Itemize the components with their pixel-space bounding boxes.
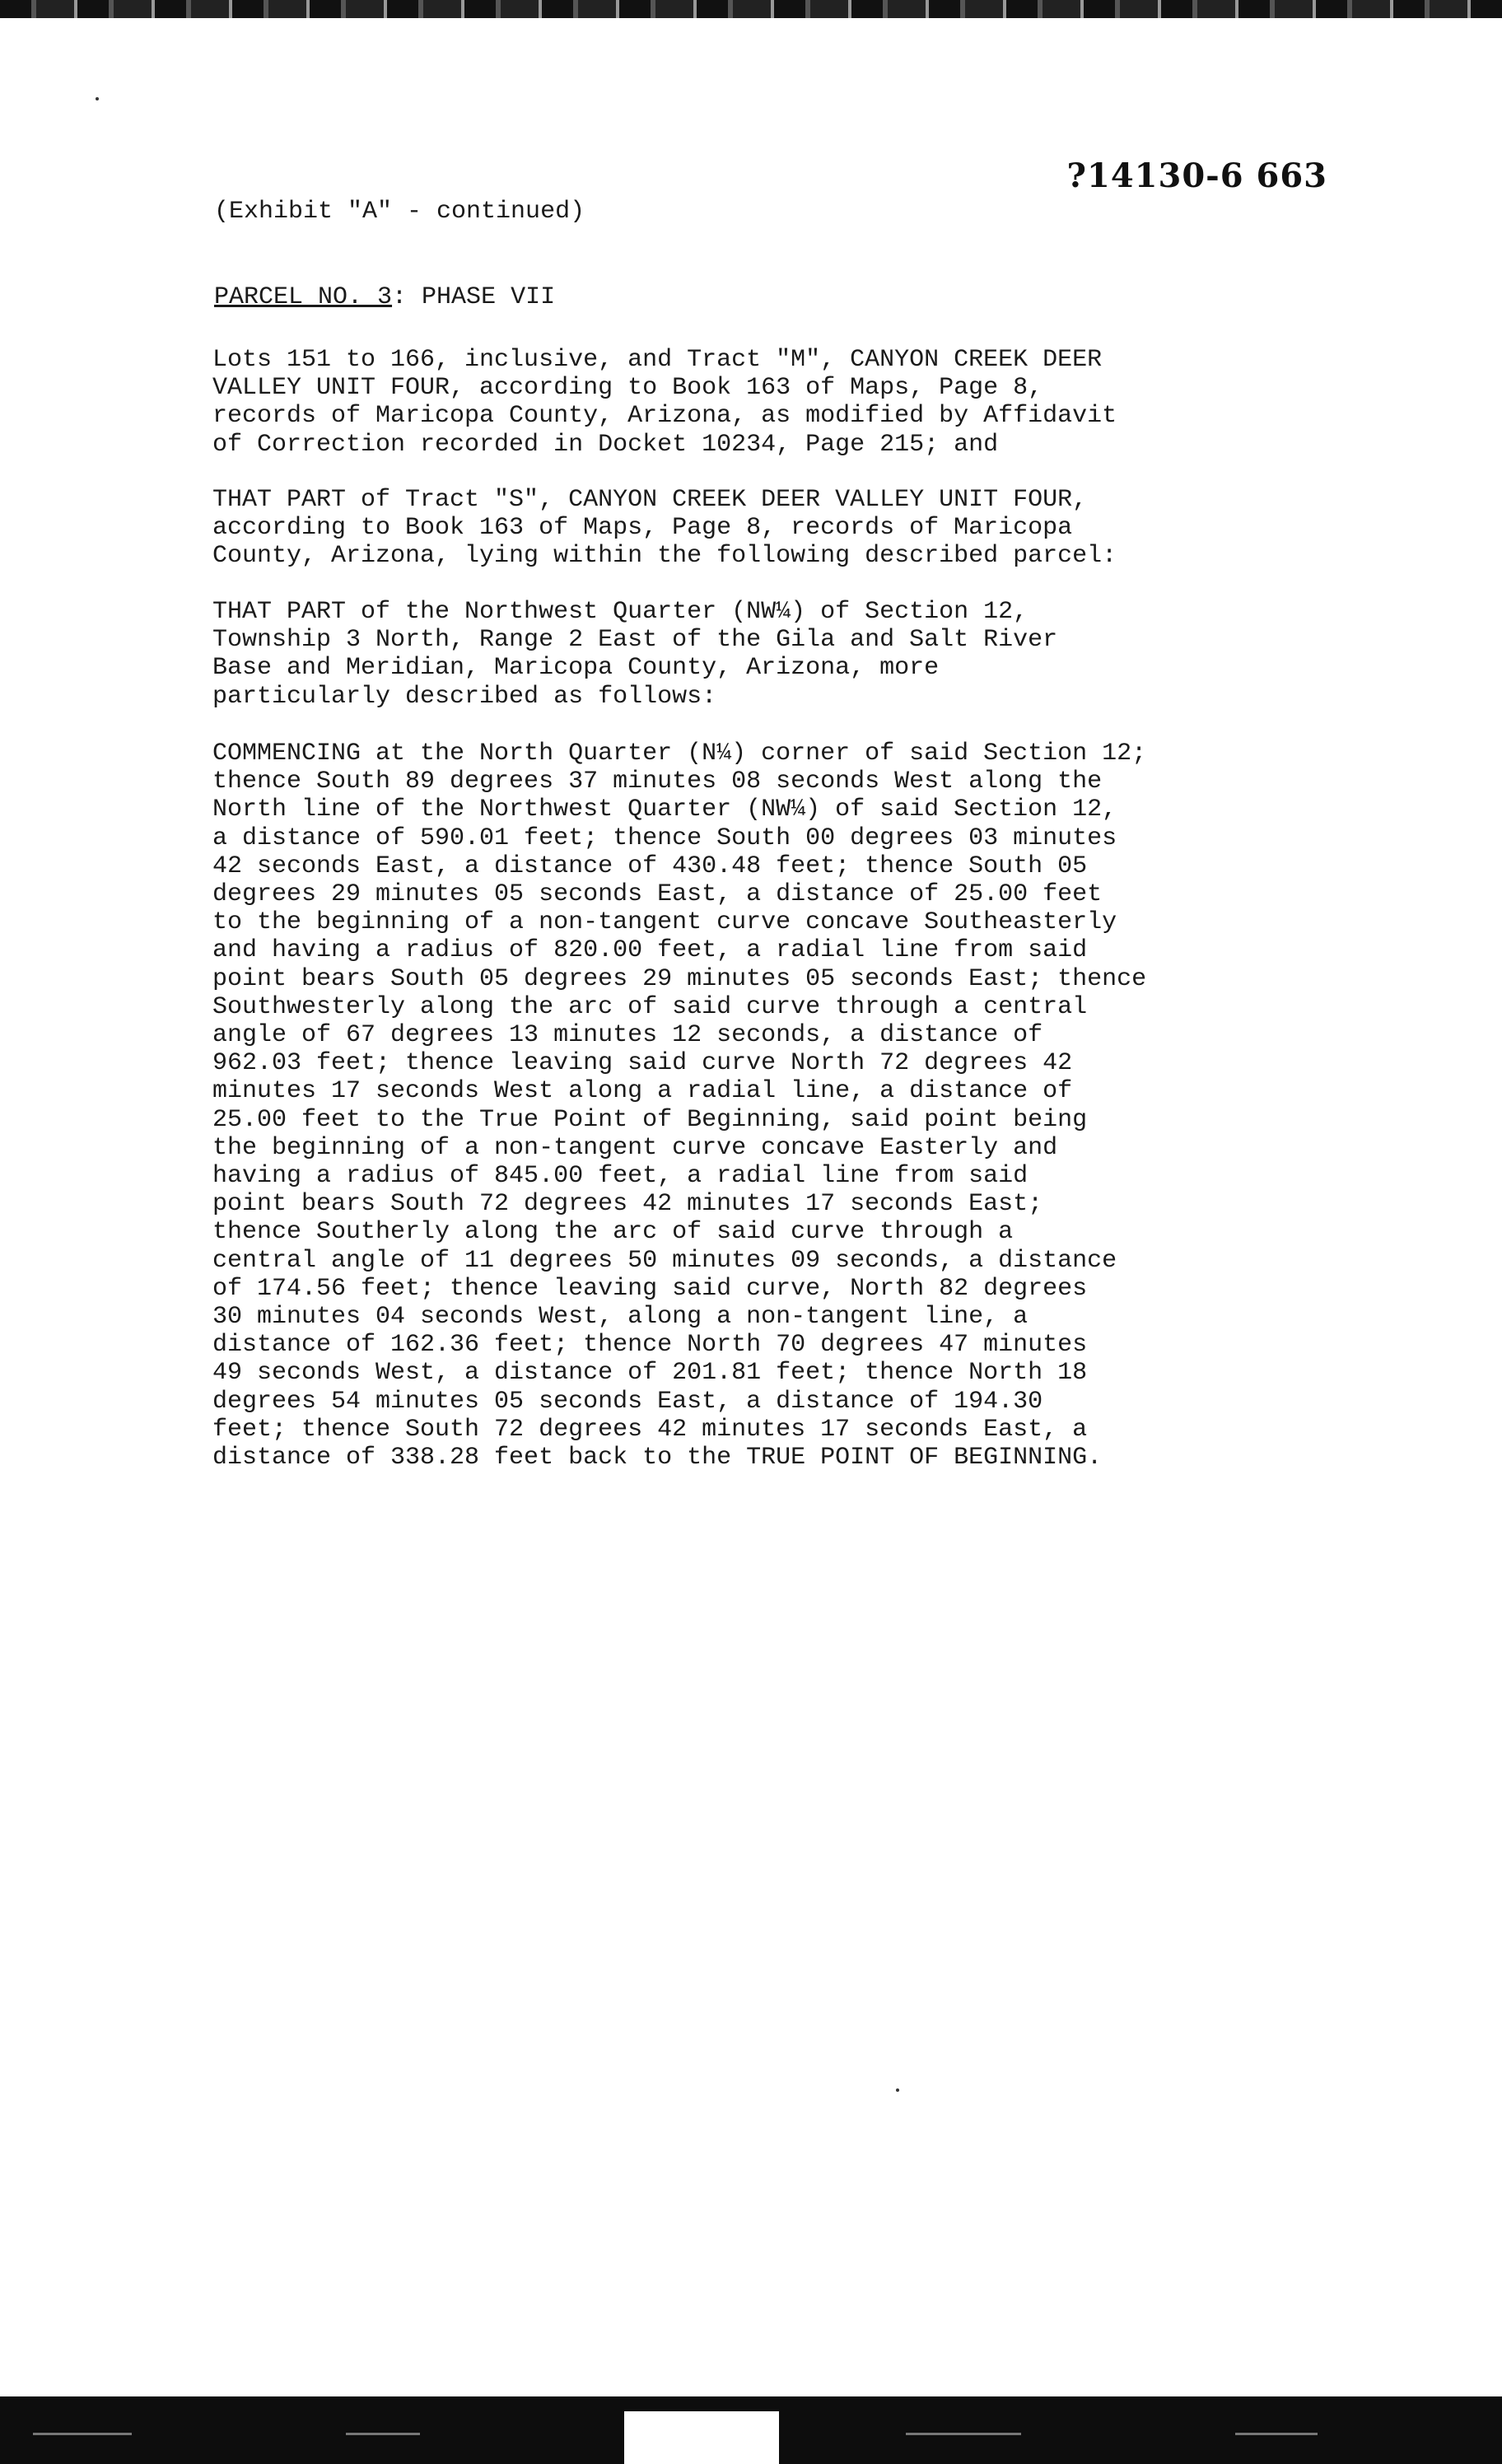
parcel-phase: : PHASE VII: [392, 283, 556, 311]
scan-border-bottom: [0, 2396, 1502, 2464]
scan-border-top: [0, 0, 1502, 18]
document-number: ?14130-6 663: [1066, 156, 1327, 195]
scan-speck: [346, 2433, 420, 2435]
parcel-heading: [214, 283, 555, 311]
tract-paragraph: THAT PART of Tract "S", CANYON CREEK DEER VALLEY UNIT FOUR, according to Book 163 of Maps, Page 8, records of Maricopa County, Arizona, lying within the following described parcel:: [212, 486, 1117, 571]
scan-speck: [896, 2088, 899, 2092]
legal-description-paragraph: COMMENCING at the North Quarter (N¼) corner of said Section 12; thence South 89 degrees 37 minutes 08 seconds West along the North line of the Northwest Quarter (NW¼) of said Section 12, a distance of 590.01 feet; thence South 00 degrees 03 minutes 42 seconds East, a distance of 430.48 feet; thence South 05 degrees 29 minutes 05 seconds East, a distance of 25.00 feet to the beginning of a non-tangent curve concave Southeasterly and having a radius of 820.00 feet, a radial line from said point bears South 05 degrees 29 minutes 05 seconds East; thence Southwesterly along the arc of said curve through a central angle of 67 degrees 13 minutes 12 seconds, a distance of 962.03 feet; thence leaving said curve North 72 degrees 42 minutes 17 seconds West along a radial line, a distance of 25.00 feet to the True Point of Beginning, said point being the beginning of a non-tangent curve concave Easterly and having a radius of 845.00 feet, a radial line from said point bears South 72 degrees 42 minutes 17 seconds East; thence Southerly along the arc of said curve through a central angle of 11 degrees 50 minutes 09 seconds, a distance of 174.56 feet; thence leaving said curve, North 82 degrees 30 minutes 04 seconds West, along a non-tangent line, a distance of 162.36 feet; thence North 70 degrees 47 minutes 49 seconds West, a distance of 201.81 feet; thence North 18 degrees 54 minutes 05 seconds East, a distance of 194.30 feet; thence South 72 degrees 42 minutes 17 seconds East, a distance of 338.28 feet back to the TRUE POINT OF BEGINNING.: [212, 740, 1147, 1472]
scan-speck: [96, 97, 99, 100]
scan-gap: [624, 2411, 779, 2464]
scan-speck: [1235, 2433, 1318, 2435]
scan-speck: [906, 2433, 1021, 2435]
parcel-number: PARCEL NO. 3: [214, 283, 393, 311]
lots-paragraph: Lots 151 to 166, inclusive, and Tract "M", CANYON CREEK DEER VALLEY UNIT FOUR, according to Book 163 of Maps, Page 8, records of Maricopa County, Arizona, as modified by Affidavit of Correction recorded in Docket 10234, Page 215; and: [212, 346, 1117, 459]
section-paragraph: THAT PART of the Northwest Quarter (NW¼) of Section 12, Township 3 North, Range 2 East of the Gila and Salt River Base and Meridian, Maricopa County, Arizona, more particularly described as follows:: [212, 598, 1058, 711]
scan-speck: [33, 2433, 132, 2435]
exhibit-label: (Exhibit "A" - continued): [214, 198, 585, 226]
